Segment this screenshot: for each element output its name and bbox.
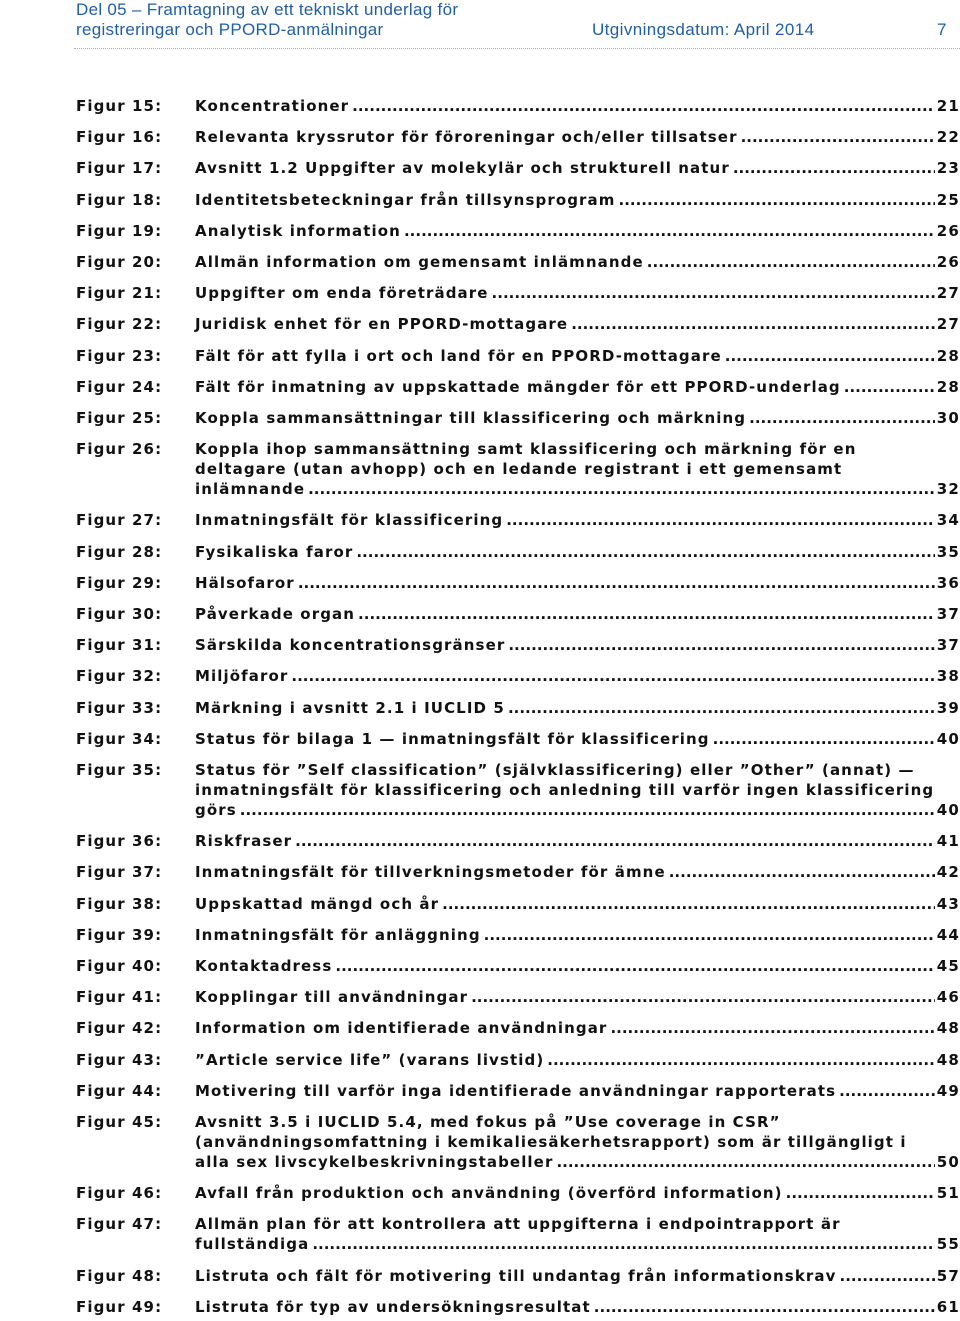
toc-entry[interactable] — [76, 925, 960, 945]
toc-entry[interactable] — [76, 439, 960, 499]
toc-entry[interactable] — [76, 573, 960, 593]
caption-line: Fysikaliska faror — [195, 542, 354, 561]
toc-entry[interactable] — [76, 760, 960, 820]
toc-entry[interactable] — [76, 987, 960, 1007]
dot-leader — [725, 346, 935, 366]
figure-label: Figur 48: — [76, 1266, 163, 1285]
caption-line: Juridisk enhet för en PPORD-mottagare — [195, 315, 569, 334]
caption-line: Uppgifter om enda företrädare — [195, 284, 489, 303]
dot-leader — [508, 635, 934, 655]
dot-leader — [840, 1266, 935, 1286]
toc-entry[interactable] — [76, 158, 960, 178]
caption-line: Kontaktadress — [195, 957, 333, 975]
figure-label: Figur 15: — [76, 97, 163, 115]
figure-caption — [195, 158, 960, 178]
figure-page-number: 40 — [936, 729, 960, 748]
dot-leader — [844, 377, 935, 397]
figure-caption — [195, 1297, 960, 1317]
caption-line: Analytisk information — [195, 221, 401, 240]
dot-leader — [647, 252, 935, 272]
figure-label: Figur 38: — [76, 894, 163, 913]
dot-leader — [571, 314, 935, 334]
toc-entry[interactable] — [76, 542, 960, 562]
figure-label: Figur 18: — [76, 190, 163, 209]
figure-caption — [195, 252, 960, 272]
figure-caption — [195, 987, 960, 1007]
figure-page-number: 32 — [936, 480, 960, 499]
figure-label: Figur 36: — [76, 832, 163, 851]
caption-line: Listruta för typ av undersökningsresultat — [195, 1297, 591, 1316]
caption-line: Listruta och fält för motivering till undantag från informationskrav — [195, 1266, 837, 1285]
figure-caption — [195, 729, 960, 749]
toc-entry[interactable] — [76, 666, 960, 686]
toc-entry[interactable] — [76, 252, 960, 272]
caption-line: Avsnitt 3.5 i IUCLID 5.4, med fokus på ”Use coverage in CSR” — [195, 1113, 781, 1131]
dot-leader — [556, 1152, 934, 1172]
caption-line: inmatningsfält för klassificering och anledning till varför ingen klassificering — [195, 781, 935, 799]
figure-label: Figur 23: — [76, 346, 163, 365]
figure-page-number: 61 — [936, 1297, 960, 1316]
figure-page-number: 36 — [936, 573, 960, 592]
figure-label: Figur 32: — [76, 667, 163, 686]
toc-entry[interactable] — [76, 96, 960, 116]
caption-line: Status för bilaga 1 — inmatningsfält för klassificering — [195, 729, 710, 748]
figure-label: Figur 39: — [76, 925, 163, 944]
dot-leader — [839, 1081, 935, 1101]
figure-caption — [195, 510, 960, 530]
figure-caption — [195, 346, 960, 366]
figure-caption — [195, 894, 960, 914]
toc-entry[interactable] — [76, 408, 960, 428]
figure-label: Figur 17: — [76, 159, 163, 178]
figure-label: Figur 49: — [76, 1297, 163, 1316]
figure-caption — [195, 635, 960, 655]
toc-entry[interactable] — [76, 346, 960, 366]
toc-entry[interactable] — [76, 1266, 960, 1286]
caption-line: ”Article service life” (varans livstid) — [195, 1050, 545, 1069]
dot-leader — [298, 573, 935, 593]
figure-page-number: 22 — [936, 128, 960, 147]
toc-entry[interactable] — [76, 604, 960, 624]
toc-entry[interactable] — [76, 831, 960, 851]
figure-page-number: 46 — [936, 988, 960, 1007]
figure-page-number: 57 — [936, 1266, 960, 1285]
caption-line: Relevanta kryssrutor för föroreningar och/eller tillsatser — [195, 128, 738, 147]
dot-leader — [749, 408, 935, 428]
figure-page-number: 48 — [936, 1019, 960, 1038]
figure-caption — [195, 698, 960, 718]
figure-page-number: 45 — [936, 957, 960, 975]
figure-label: Figur 25: — [76, 409, 163, 427]
figure-page-number: 43 — [936, 894, 960, 913]
toc-entry[interactable] — [76, 1112, 960, 1172]
caption-line: alla sex livscykelbeskrivningstabeller — [195, 1153, 554, 1171]
figure-label: Figur 41: — [76, 988, 163, 1007]
figure-caption — [195, 862, 960, 882]
figure-page-number: 49 — [936, 1081, 960, 1100]
figure-label: Figur 43: — [76, 1050, 163, 1069]
figure-caption — [195, 1018, 960, 1038]
dot-leader — [508, 698, 935, 718]
dot-leader — [492, 283, 935, 303]
figure-caption — [195, 604, 960, 624]
figure-page-number: 38 — [936, 667, 960, 686]
header-divider — [74, 48, 960, 49]
toc-entry[interactable] — [76, 1081, 960, 1101]
figure-page-number: 37 — [936, 636, 960, 655]
figure-page-number: 40 — [936, 801, 960, 819]
dot-leader — [786, 1183, 935, 1203]
caption-line: Koppla sammansättningar till klassificering och märkning — [195, 409, 747, 427]
figure-page-number: 39 — [936, 698, 960, 717]
dot-leader — [352, 96, 935, 116]
caption-line: Hälsofaror — [195, 573, 295, 592]
dot-leader — [295, 831, 935, 851]
dot-leader — [741, 127, 935, 147]
dot-leader — [713, 729, 935, 749]
dot-leader — [669, 862, 935, 882]
figure-label: Figur 30: — [76, 605, 163, 623]
dot-leader — [547, 1050, 934, 1070]
toc-entry[interactable] — [76, 283, 960, 303]
dot-leader — [240, 800, 935, 820]
toc-entry[interactable] — [76, 1018, 960, 1038]
dot-leader — [484, 925, 935, 945]
toc-entry[interactable] — [76, 190, 960, 210]
caption-line: görs — [195, 801, 237, 819]
caption-line: Miljöfaror — [195, 667, 289, 686]
page-number: 7 — [937, 20, 947, 39]
figure-caption — [195, 573, 960, 593]
figure-caption — [195, 1112, 960, 1172]
figure-label: Figur 34: — [76, 729, 163, 748]
document-title: Del 05 – Framtagning av ett tekniskt underlag för registreringar och PPORD-anmälningar — [76, 0, 459, 39]
figure-page-number: 27 — [936, 315, 960, 334]
figure-page-number: 23 — [936, 159, 960, 178]
toc-entry[interactable] — [76, 894, 960, 914]
caption-line: (användningsomfattning i kemikaliesäkerhetsrapport) som är tillgängligt i — [195, 1133, 907, 1151]
toc-entry[interactable] — [76, 1297, 960, 1317]
figure-caption — [195, 1183, 960, 1203]
caption-line: Identitetsbeteckningar från tillsynsprogram — [195, 190, 616, 209]
toc-entry[interactable] — [76, 127, 960, 147]
figure-label: Figur 47: — [76, 1215, 163, 1234]
figure-page-number: 55 — [936, 1235, 960, 1254]
caption-line: Information om identifierade användningar — [195, 1019, 608, 1038]
figure-page-number: 21 — [936, 97, 960, 115]
dot-leader — [404, 221, 935, 241]
caption-line: Koppla ihop sammansättning samt klassificering och märkning för en — [195, 440, 857, 459]
dot-leader — [471, 987, 935, 1007]
figure-label: Figur 27: — [76, 511, 163, 530]
figure-label: Figur 42: — [76, 1019, 163, 1038]
dot-leader — [335, 956, 934, 976]
figure-page-number: 26 — [936, 253, 960, 271]
figure-label: Figur 20: — [76, 253, 163, 271]
figure-caption — [195, 408, 960, 428]
toc-entry[interactable] — [76, 1183, 960, 1203]
figure-label: Figur 19: — [76, 221, 163, 240]
figure-label: Figur 46: — [76, 1184, 163, 1203]
caption-line: Status för ”Self classification” (självklassificering) eller ”Other” (annat) — — [195, 761, 915, 779]
caption-line: Riskfraser — [195, 832, 293, 851]
figure-caption — [195, 1050, 960, 1070]
caption-line: Motivering till varför inga identifierade användningar rapporterats — [195, 1081, 837, 1100]
caption-line: Allmän information om gemensamt inlämnande — [195, 253, 644, 271]
caption-line: Märkning i avsnitt 2.1 i IUCLID 5 — [195, 698, 505, 717]
figure-page-number: 48 — [936, 1050, 960, 1069]
dot-leader — [358, 604, 935, 624]
figure-page-number: 34 — [936, 511, 960, 530]
figure-label: Figur 44: — [76, 1081, 163, 1100]
toc-entry[interactable] — [76, 1050, 960, 1070]
toc-entry[interactable] — [76, 956, 960, 976]
figure-caption — [195, 1214, 960, 1254]
dot-leader — [312, 1234, 934, 1254]
figure-label: Figur 45: — [76, 1113, 163, 1131]
figure-caption — [195, 925, 960, 945]
figure-caption — [195, 831, 960, 851]
figure-caption — [195, 314, 960, 334]
caption-line: fullständiga — [195, 1235, 310, 1254]
dot-leader — [291, 666, 934, 686]
caption-line: Fält för att fylla i ort och land för en PPORD-mottagare — [195, 346, 722, 365]
dot-leader — [733, 158, 935, 178]
caption-line: inlämnande — [195, 480, 306, 499]
figure-caption — [195, 956, 960, 976]
figure-page-number: 42 — [936, 863, 960, 882]
figure-caption — [195, 190, 960, 210]
figure-page-number: 41 — [936, 832, 960, 851]
figure-label: Figur 24: — [76, 377, 163, 396]
figure-page-number: 44 — [936, 925, 960, 944]
figure-caption — [195, 96, 960, 116]
figure-caption — [195, 439, 960, 499]
caption-line: Avfall från produktion och användning (överförd information) — [195, 1184, 783, 1203]
figure-page-number: 25 — [936, 190, 960, 209]
dot-leader — [356, 542, 934, 562]
toc-entry[interactable] — [76, 698, 960, 718]
dot-leader — [442, 894, 935, 914]
caption-line: Inmatningsfält för klassificering — [195, 511, 504, 530]
figure-caption — [195, 377, 960, 397]
figure-label: Figur 16: — [76, 128, 163, 147]
figure-caption — [195, 1266, 960, 1286]
dot-leader — [610, 1018, 934, 1038]
figure-page-number: 28 — [936, 346, 960, 365]
figure-page-number: 35 — [936, 542, 960, 561]
figure-page-number: 26 — [936, 221, 960, 240]
publication-date: Utgivningsdatum: April 2014 — [592, 20, 815, 39]
caption-line: Kopplingar till användningar — [195, 988, 469, 1007]
caption-line: Inmatningsfält för tillverkningsmetoder för ämne — [195, 863, 666, 882]
toc-entry[interactable] — [76, 314, 960, 334]
figure-page-number: 27 — [936, 284, 960, 303]
caption-line: Särskilda koncentrationsgränser — [195, 636, 506, 655]
figure-caption — [195, 542, 960, 562]
figure-label: Figur 40: — [76, 957, 163, 975]
caption-line: Koncentrationer — [195, 97, 350, 115]
toc-entry[interactable] — [76, 862, 960, 882]
dot-leader — [594, 1297, 935, 1317]
figure-page-number: 37 — [936, 605, 960, 623]
toc-entry[interactable] — [76, 377, 960, 397]
caption-line: Uppskattad mängd och år — [195, 894, 440, 913]
toc-entry[interactable] — [76, 221, 960, 241]
figure-page-number: 30 — [936, 409, 960, 427]
caption-line: Fält för inmatning av uppskattade mängder för ett PPORD-underlag — [195, 377, 841, 396]
dot-leader — [619, 190, 935, 210]
figure-caption — [195, 127, 960, 147]
figure-label: Figur 33: — [76, 698, 163, 717]
figure-caption — [195, 283, 960, 303]
dot-leader — [308, 479, 935, 499]
figure-label: Figur 28: — [76, 542, 163, 561]
figure-label: Figur 21: — [76, 284, 163, 303]
figure-label: Figur 22: — [76, 315, 163, 334]
caption-line: Avsnitt 1.2 Uppgifter av molekylär och strukturell natur — [195, 159, 730, 178]
toc-entry[interactable] — [76, 729, 960, 749]
figure-label: Figur 35: — [76, 761, 163, 779]
figure-label: Figur 31: — [76, 636, 163, 655]
figure-label: Figur 26: — [76, 440, 163, 459]
figure-caption — [195, 221, 960, 241]
figure-caption — [195, 760, 960, 820]
figure-caption — [195, 666, 960, 686]
figure-page-number: 28 — [936, 377, 960, 396]
figure-label: Figur 29: — [76, 573, 163, 592]
dot-leader — [506, 510, 935, 530]
figure-label: Figur 37: — [76, 863, 163, 882]
toc-entry[interactable] — [76, 1214, 960, 1254]
caption-line: Inmatningsfält för anläggning — [195, 925, 481, 944]
figure-caption — [195, 1081, 960, 1101]
caption-line: Allmän plan för att kontrollera att uppgifterna i endpointrapport är — [195, 1215, 841, 1234]
toc-entry[interactable] — [76, 635, 960, 655]
toc-entry[interactable] — [76, 510, 960, 530]
caption-line: deltagare (utan avhopp) och en ledande registrant i ett gemensamt — [195, 460, 843, 479]
caption-line: Påverkade organ — [195, 605, 356, 623]
figure-page-number: 51 — [936, 1184, 960, 1203]
figure-page-number: 50 — [936, 1153, 960, 1171]
page-header — [0, 0, 960, 50]
